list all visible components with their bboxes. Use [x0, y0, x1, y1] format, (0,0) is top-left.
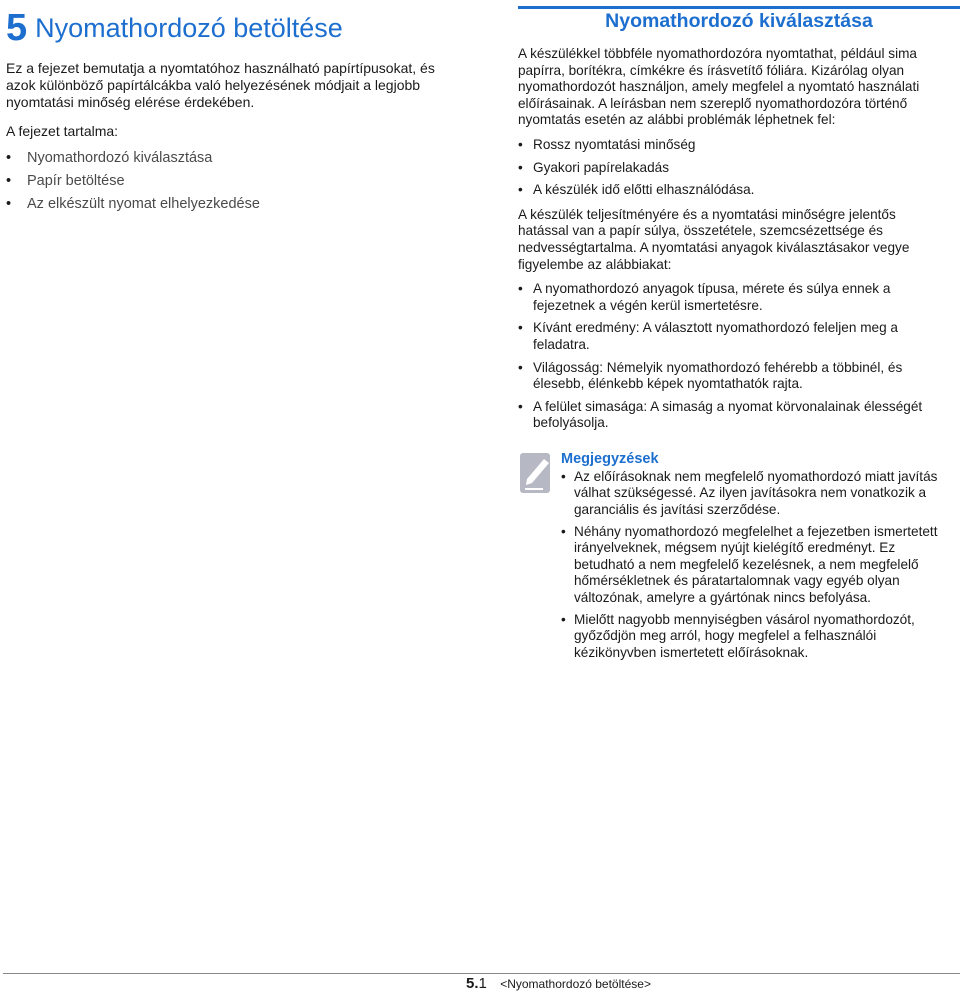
section-paragraph: A készülék teljesítményére és a nyomtatási minőségre jelentős hatással van a papír súlya, összetétele, szemcsézettsége és nedvességtartalma. A nyomtatási anyagok kiválasztásakor vegye figyelembe az alábbiakat: — [518, 206, 910, 272]
bullet: • — [561, 523, 566, 539]
note-title: Megjegyzések — [561, 450, 659, 467]
section-rule — [518, 6, 960, 9]
bullet: • — [518, 398, 523, 414]
bullet: • — [561, 468, 566, 484]
chapter-number: 5 — [6, 7, 28, 49]
note-box — [518, 450, 960, 660]
list-item-text: Kívánt eredmény: A választott nyomathordozó feleljen meg a feladatra. — [533, 320, 898, 352]
list-item-text: Mielőtt nagyobb mennyiségben vásárol nyomathordozót, győződjön meg arról, hogy megfelel a felhasználói kézikönyvben ismertetett előírásoknak. — [574, 611, 915, 660]
chapter-intro: Ez a fejezet bemutatja a nyomtatóhoz használható papírtípusokat, és azok különböző papírtálcákba való helyezésének módjait a legjobb nyomtatási minőség elérése érdekében. — [6, 60, 435, 110]
list-item — [561, 524, 949, 607]
page-footer — [466, 975, 651, 992]
bullet: • — [6, 173, 12, 189]
list-item-text: Világosság: Némelyik nyomathordozó fehérebb a többinél, és élesebb, élénkebb képek nyomtathatók rajta. — [533, 359, 903, 392]
list-item-text: A felület simasága: A simaság a nyomat körvonalainak élességét befolyásolja. — [533, 398, 923, 431]
problem-list — [518, 137, 960, 199]
toc-item-label[interactable]: Az elkészült nyomat elhelyezkedése — [27, 196, 260, 212]
footer-chapter-ref: <Nyomathordozó betöltése> — [500, 977, 651, 991]
list-item — [561, 612, 949, 662]
note-body — [561, 451, 960, 667]
bullet: • — [518, 159, 523, 175]
list-item — [518, 160, 943, 177]
bullet: • — [518, 359, 523, 375]
chapter-title — [6, 0, 444, 49]
list-item-text: A nyomathordozó anyagok típusa, mérete és súlya ennek a fejezetnek a végén kerül ismertetésre. — [533, 281, 891, 313]
list-item-text: Gyakori papírelakadás — [533, 159, 670, 175]
list-item-text: A készülék idő előtti elhasználódása. — [533, 182, 755, 198]
list-item — [518, 281, 943, 314]
toc-item-label[interactable]: Papír betöltése — [27, 173, 125, 189]
chapter-intro-column — [6, 0, 444, 219]
bullet: • — [561, 611, 566, 627]
toc-item[interactable] — [6, 196, 444, 213]
section-column — [518, 0, 960, 660]
section-paragraph: A készülékkel többféle nyomathordozóra nyomtathat, például sima papírra, borítékra, címkékre és írásvetítő fóliára. Kizárólag olyan nyomathordozót használjon, amely megfelel a nyomtató használati előírásainak. A leírásban nem szereplő nyomathordozóra történő nyomtatás esetén az alábbi problémák léphetnek fel: — [518, 46, 920, 128]
section-title: Nyomathordozó kiválasztása — [605, 10, 873, 32]
toc-item[interactable] — [6, 150, 444, 167]
list-item-text: Rossz nyomtatási minőség — [533, 136, 696, 152]
bullet: • — [518, 182, 523, 198]
chapter-toc — [6, 150, 444, 213]
page-number-minor: 1 — [478, 975, 487, 992]
note-list — [561, 469, 960, 662]
list-item — [518, 360, 943, 393]
toc-item-label[interactable]: Nyomathordozó kiválasztása — [27, 150, 213, 166]
bullet: • — [518, 136, 523, 152]
consideration-list — [518, 281, 960, 432]
toc-label: A fejezet tartalma: — [6, 123, 119, 139]
bullet: • — [6, 196, 12, 212]
list-item-text: Az előírásoknak nem megfelelő nyomathordozó miatt javítás válhat szükségessé. Az ilyen javításokra nem vonatkozik a garanciális és javítási szerződése. — [574, 468, 938, 518]
list-item — [518, 182, 943, 199]
list-item — [518, 137, 943, 154]
note-pen-icon — [518, 451, 556, 497]
list-item — [561, 469, 949, 519]
bullet: • — [518, 320, 523, 336]
list-item-text: Néhány nyomathordozó megfelelhet a fejezetben ismertetett irányelveknek, mégsem nyújt kielégítő eredményt. Ez betudható a nem megfelelő kezelésnek, a nem megfelelő hőmérsékletnek és páratartalomnak vagy egyéb olyan változónak, amelyre a gyártónak nincs befolyása. — [574, 523, 938, 606]
bullet: • — [6, 150, 12, 166]
bullet: • — [518, 281, 523, 297]
list-item — [518, 320, 943, 353]
footer-rule — [3, 973, 960, 974]
toc-item[interactable] — [6, 173, 444, 190]
list-item — [518, 399, 943, 432]
page-number-major: 5. — [466, 975, 479, 992]
chapter-title-text: Nyomathordozó betöltése — [35, 13, 343, 43]
